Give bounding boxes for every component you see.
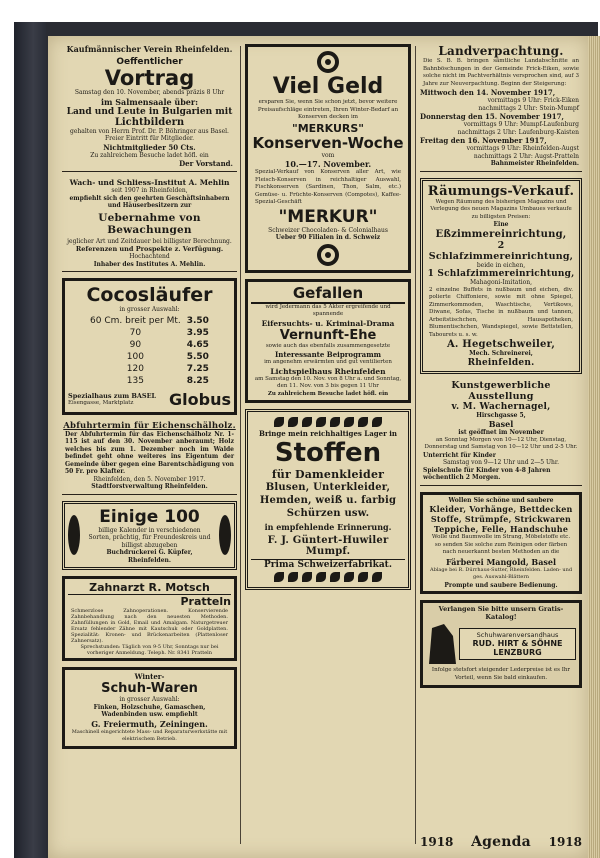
ad-text: Basel — [488, 419, 514, 429]
table-row — [88, 328, 211, 338]
column-1 — [62, 44, 237, 755]
price-cell: 5.50 — [186, 351, 209, 362]
ad-sign: Stadtforstverwaltung Rheinfelden. — [91, 483, 208, 490]
boot-icon — [426, 624, 456, 664]
ad-text: gehalten von Herrn Prof. Dr. P. Böhringer aus Basel. Freier Eintritt für Mitglieder. — [70, 127, 229, 142]
ad-ausstellung — [420, 380, 582, 486]
ad-text: 2 Schlafzimmereinrichtung, — [428, 239, 574, 262]
ad-text: nachmittags 2 Uhr: Laufenburg-Kaisten — [457, 128, 579, 136]
book-spine — [14, 22, 46, 858]
shop-name: RUD. HIRT & SÖHNE — [472, 639, 563, 648]
ad-text: vormittags 9 Uhr: Rheinfelden-Augst — [466, 145, 579, 152]
ad-text: Hochachtend — [129, 253, 170, 260]
ad-text: 2 einzelne Buffets in nußbaum und eichen, div. polierte Chiffoniere, sowie mit ohne Spiegel, Zimmerkommoden, Waschtische, Vertikows, Diwane, Sofas, Tische in nußbaum und tannen, Arbeitstischchen, Hausapotheken, Blumentischchen, Wandspiegel, sowie Bettstellen, Tabourets u. s. w. — [429, 286, 573, 338]
ad-cocoslaeufer — [62, 278, 237, 415]
ad-headline: Vernunft-Ehe — [279, 327, 377, 343]
price-table — [86, 314, 213, 388]
date-line: Mittwoch den 14. November 1917, — [420, 88, 556, 97]
ad-title: Schuh-Waren — [101, 681, 198, 696]
ad-title: Gefallen — [251, 284, 405, 304]
ad-text: Verlangen Sie bitte unsern Gratis-Katalog! — [438, 605, 564, 621]
ad-text: Spielschule für Kinder von 4-8 Jahren wöchentlich 2 Morgen. — [423, 466, 551, 481]
ad-text: Infolge stetsfort steigender Lederpreise ist es Ihr Vorteil, wenn Sie bald einkaufen. — [431, 667, 571, 681]
ad-text: Blusen, Unterkleider, Hemden, weiß u. farbig Schürzen usw. — [259, 482, 397, 519]
shop-name: "MERKURS" — [291, 121, 365, 135]
ad-sign: Inhaber des Institutes A. Mehlin. — [93, 260, 206, 268]
ad-vortrag — [62, 44, 237, 172]
price-cell: 3.50 — [186, 315, 209, 326]
ad-text: sowie auch das ebenfalls zusammengesetzte — [265, 342, 391, 349]
ad-title: Landverpachtung. — [438, 44, 564, 58]
ad-org: Kaufmännischer Verein Rheinfelden. — [66, 44, 233, 54]
date-line: Donnerstag den 15. November 1917, — [420, 112, 564, 121]
ad-text: Land und Leute in Bulgarien mit — [66, 106, 233, 117]
ad-seller: A. Hegetschweiler, — [446, 339, 556, 350]
ad-text: im angenehm erwärmten und gut ventilierten — [264, 359, 392, 365]
agenda-footer — [420, 834, 582, 850]
ad-title: Stoffen — [274, 438, 382, 468]
ad-text: Kleider, Vorhänge, Bettdecken Stoffe, Strümpfe, Strickwaren Teppiche, Felle, Handschuhe — [429, 504, 573, 534]
ad-text: in grosser Auswahl: — [119, 306, 180, 313]
footer-year: 1918 — [420, 835, 454, 849]
table-row — [88, 364, 211, 374]
column-rule — [240, 46, 241, 844]
table-row — [88, 316, 211, 326]
table-row — [88, 352, 211, 362]
table-row — [88, 340, 211, 350]
width-cell: 100 — [126, 351, 144, 362]
ad-title: Kunstgewerbliche Ausstellung — [451, 379, 551, 402]
price-cell: 8.25 — [186, 375, 209, 386]
ad-text: Samstag von 9—12 Uhr und 2—5 Uhr. — [442, 459, 560, 466]
ad-schuhwaren — [62, 667, 237, 749]
store-address: Eisengasse, Marktplatz — [68, 400, 134, 406]
ad-text: Eifersuchts- u. Kriminal-Drama — [261, 318, 395, 328]
ad-text: nachmittags 2 Uhr: Stein-Mumpf — [478, 104, 579, 112]
ad-title: Wach- und Schliess-Institut A. Mehlin — [69, 178, 230, 187]
ad-dates: 10.—17. November. — [284, 159, 372, 169]
ad-place: Rheinfelden. — [467, 357, 535, 368]
brand-logo: "MERKUR" — [278, 206, 378, 227]
ad-title: Abfuhrtermin für Eichenschälholz. — [63, 420, 236, 431]
price-cell: 3.95 — [186, 327, 209, 338]
ad-viel-geld — [245, 44, 411, 273]
ad-text: am Samstag den 10. Nov. von 8 Uhr a. und Sonntag, den 11. Nov. von 3 bis gegen 11 Uhr — [254, 375, 402, 389]
ad-gefallen — [245, 279, 411, 404]
ad-title: Vortrag — [104, 66, 195, 90]
ad-text: in grosser Auswahl: — [119, 696, 180, 703]
cinema-name: Lichtspielhaus Rheinfelden — [270, 366, 386, 376]
ad-text: Schweizer Chocoladen- & Colonialhaus — [268, 226, 388, 234]
ad-text: wird Jedermann das 5 Akter ergreifende und spannende — [265, 303, 391, 317]
ad-text: in empfehlende Erinnerung. — [264, 522, 392, 532]
ornament-border — [251, 572, 405, 582]
leaf-ornament-icon — [68, 515, 80, 555]
target-ornament-icon — [317, 51, 339, 73]
ad-sign: Bahnmeister Rheinfelden. — [490, 160, 579, 167]
ad-text: Schmerzlose Zahnoperationen. Konservierende Zahnbehandlung nach den neuesten Methoden. Zahnfüllungen in Gold, Email und Amalgam. Naturgetreuer Ersatz fehlender Zähne mit Kautschuk oder Goldplatten. Spezialität: Kronen- und Brückenarbeiten (Plattenloser Zahnersatz). — [71, 608, 228, 644]
ad-headline: Konserven-Woche — [252, 133, 404, 152]
width-cell: 90 — [129, 339, 142, 350]
ad-headline: Uebernahme von Bewachungen — [98, 211, 201, 236]
ad-text: 1 Schlafzimmereinrichtung, — [427, 269, 575, 279]
ad-kicker: Winter- — [134, 672, 165, 681]
ad-seller: F. J. Güntert-Huwiler — [267, 535, 389, 546]
ad-text: Samstag den 10. November, abends präzis 8 Uhr — [74, 89, 225, 96]
ad-text: Ablage bei R. Dürrhaus-Sutter, Rheinfelden. Laden- und ges. Auswahl-Blättern — [429, 566, 573, 580]
ad-text: Bringe mein reichhaltiges Lager in — [259, 429, 397, 438]
price-cell: 4.65 — [186, 339, 209, 350]
ad-text: Nichtmitglieder 50 Cts. — [103, 142, 196, 152]
ad-text: Mahagoni-Imitation, — [469, 279, 533, 286]
ad-text: Unterricht für Kinder — [423, 451, 496, 459]
ad-text: Maschinell eingerichtete Mass- und Reparaturwerkstätte mit elektrischem Betrieb. — [71, 728, 228, 742]
ad-text: an Sonntag Morgen von 10—12 Uhr, Dienstag, Donnerstag und Samstag von 10—12 Uhr und 2-5 Uhr. — [424, 436, 578, 450]
ad-place: LENZBURG — [493, 648, 542, 657]
column-3 — [420, 44, 582, 694]
target-ornament-icon — [317, 244, 339, 266]
ad-text: nachmittags 2 Uhr: Augst-Pratteln — [473, 152, 579, 160]
ad-abfuhr — [62, 421, 237, 495]
ad-name: v. M. Wachernagel, — [451, 401, 551, 412]
ad-raeumung — [420, 178, 582, 374]
width-cell: 70 — [129, 327, 142, 338]
ad-text: Ueber 90 Filialen in d. Schweiz — [275, 234, 381, 241]
ad-text: Eßzimmereinrichtung, — [435, 228, 567, 240]
ad-text: Finken, Holzschuhe, Gamaschen, Wadenbinden usw. empfiehlt — [93, 703, 206, 718]
ad-place: Mumpf. — [305, 546, 351, 557]
ad-text: Schuhwarenversandhaus — [476, 631, 559, 639]
ad-title: Räumungs-Verkauf. — [427, 183, 575, 199]
table-row — [88, 376, 211, 386]
ad-text: Hirschgasse 5, — [476, 411, 526, 419]
column-rule — [415, 46, 416, 844]
ad-kicker: Oeffentlicher — [116, 57, 183, 67]
ad-mangold — [420, 492, 582, 595]
ad-text: Wolle und Baumwolle im Strang, Möbelstoffe etc. so senden Sie solche zum Reinigen oder färben nach neuerkannt besten Methoden an die — [431, 534, 571, 555]
ad-text: Mech. Schreinerei, — [469, 350, 533, 357]
ad-text: beide in eichen, — [476, 261, 526, 269]
ad-text: empfiehlt sich den geehrten Geschäftsinhabern und Häuserbesitzern zur — [69, 194, 230, 209]
ad-text: vormittags 9 Uhr: Frick-Eiken — [487, 97, 579, 104]
ad-text: Wegen Räumung des bisherigen Magazins und Verlegung des neuen Magazins Umbaues verkaufe zu billigsten Preisen: — [430, 198, 572, 220]
leaf-ornament-icon — [219, 515, 231, 555]
ad-text: Eine — [493, 221, 509, 228]
ad-sign: Der Vorstand. — [179, 159, 233, 168]
ad-title: Viel Geld — [272, 74, 384, 99]
ad-title: Cocosläufer — [86, 284, 213, 306]
ad-text: im Salmensaale über: — [100, 96, 199, 107]
ad-text: seit 1907 in Rheinfelden, — [111, 187, 188, 194]
ad-text: Zu zahlreichem Besuche ladet höfl. ein — [90, 151, 209, 159]
store-name: Spezialhaus zum BASEL — [68, 392, 157, 400]
ad-text: Prompte und saubere Bedienung. — [444, 581, 558, 589]
ad-text: vormittags 9 Uhr: Mumpf-Laufenburg — [463, 121, 579, 128]
ad-text: Der Abfuhrtermin für das Eichenschälholz Nr. 1-115 ist auf den 30. November anberaumt; Holz welches bis zum 1. Dezember noch im Walde befindet geht ohne weiteres ins Eigentum der Gemeinde über gegen eine Barentschädigung von 50 Fr. pro Klafter. — [65, 430, 234, 475]
ad-text: Spezial-Verkauf von Konserven aller Art, wie Fleisch-Konserven in reichhaltiger Auswahl, Fischkonserven (Sardinen, Thon, Salm, etc.) Gemüse- u. Früchte-Konserven (Compotes), Kaffee-Spezial-Geschäft — [255, 169, 401, 205]
ad-text: Rheinfelden, den 5. November 1917. — [93, 475, 206, 483]
ad-text: Interessante Beiprogramm — [274, 350, 382, 359]
width-cell: 135 — [126, 375, 144, 386]
ad-text: Referenzen und Prospekte z. Verfügung. — [75, 245, 224, 253]
ad-sign: Buchdruckerei G. Küpfer, Rheinfelden. — [106, 549, 193, 564]
ad-text: ersparen Sie, wenn Sie schon jetzt, bevor weitere Preisaufschläge eintreten, Ihren Winter-Bedarf an Konserven decken im — [257, 99, 399, 120]
footer-year: 1918 — [548, 835, 582, 849]
ad-text: Sprechstunden: Täglich von 9-5 Uhr, Sonntags nur bei vorheriger Anmeldung. Teleph. Nr. 8341 Pratteln — [80, 644, 219, 656]
width-cell: 120 — [126, 363, 144, 374]
ad-text: billige Kalender in verschiedenen Sorten, prächtig, für Freundeskreis und billigst abzugeben — [88, 526, 211, 549]
ad-text: Wollen Sie schöne und saubere — [448, 496, 554, 504]
ad-text: vom — [321, 151, 335, 159]
shop-name: Färberei Mangold, Basel — [445, 556, 557, 567]
ad-text: ist geöffnet im November — [458, 429, 544, 436]
ad-text: Die S. B. B. bringen sämtliche Landabschnitte an Bahnböschungen in der Gemeinde Frick-Eiken, sowie solche nicht im Pachtverhältnis versprochen sind, auf 3 Jahre zur Neuverpachtung. Beginn der Steigerung: — [423, 58, 579, 87]
ad-stoffen — [245, 409, 411, 590]
ad-seller: G. Freiermuth, Zeiningen. — [91, 718, 208, 729]
ad-text: Zu zahlreichem Besuche ladet höfl. ein — [267, 390, 389, 397]
ad-title: Einige 100 — [99, 506, 200, 527]
ad-text: Lichtbildern — [114, 116, 185, 128]
ad-place: Pratteln — [180, 595, 231, 608]
newspaper-page — [48, 36, 588, 858]
column-2 — [245, 44, 411, 596]
width-cell: 60 Cm. breit per Mt. — [90, 315, 181, 326]
ad-hirt — [420, 600, 582, 688]
ad-text: für Damenkleider — [271, 468, 385, 481]
ad-title: Zahnarzt R. Motsch — [68, 581, 231, 595]
ad-zahnarzt — [62, 576, 237, 661]
ad-text: Prima Schweizerfabrikat. — [251, 559, 405, 570]
brand-logo: Globus — [169, 389, 231, 409]
ornament-border — [251, 417, 405, 427]
date-line: Freitag den 16. November 1917, — [420, 136, 547, 145]
ad-wach — [62, 178, 237, 272]
ad-einige — [62, 501, 237, 571]
footer-label: Agenda — [471, 834, 531, 850]
ad-landverpachtung — [420, 44, 582, 172]
ad-text: jeglicher Art und Zeitdauer bei billigster Berechnung. — [67, 237, 232, 245]
price-cell: 7.25 — [186, 363, 209, 374]
